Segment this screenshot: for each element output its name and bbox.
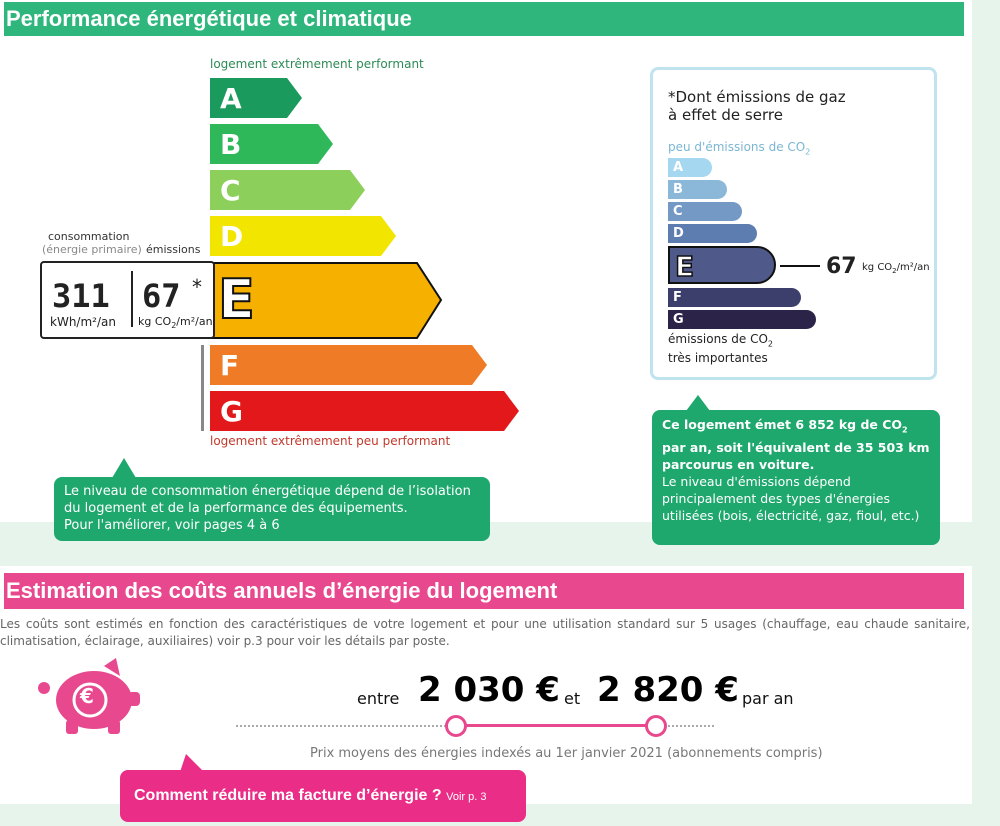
costs-min-value: 2 030 €: [418, 670, 560, 710]
ghg-bar-d: D: [668, 224, 757, 243]
reduce-bill-page-ref: Voir p. 3: [446, 791, 487, 803]
costs-and-label: et: [564, 689, 581, 708]
ghg-tip-pointer: [686, 395, 710, 411]
top-performance-label: logement extrêmement performant: [210, 57, 424, 71]
ghg-high-label: émissions de $CO_2$ très importantes: [668, 332, 773, 366]
tip-pointer: [112, 458, 136, 478]
ghg-tip-text: Le niveau d'émissions dépend principalement des types d'énergies utilisées (bois, électricité, gaz, fioul, etc.): [662, 473, 920, 523]
ghg-value: 67: [826, 254, 857, 279]
emissions-value: 67: [142, 277, 181, 315]
dpe-letter-e-current: E: [218, 268, 255, 331]
consumption-sub-label: (énergie primaire): [42, 243, 142, 256]
ghg-title: *Dont émissions de gaz à effet de serre: [668, 88, 846, 124]
energy-costs-header: Estimation des coûts annuels d’énergie du logement: [4, 573, 964, 609]
energy-tip-text: Le niveau de consommation énergétique dépend de l’isolation du logement et de la performance des équipements.: [64, 484, 471, 516]
costs-range-max-dot: [645, 715, 667, 737]
costs-range-segment: [456, 724, 656, 727]
costs-range-min-dot: [445, 715, 467, 737]
ghg-bar-f: F: [668, 288, 801, 307]
ghg-value-pointer: [780, 265, 820, 267]
emissions-unit: kg $CO_2/m^2/an$: [138, 315, 213, 331]
dpe-bar-g: [210, 391, 519, 431]
ghg-unit: kg $CO_2/m^2/an$: [862, 262, 930, 275]
emissions-star: *: [192, 275, 202, 299]
euro-symbol: €: [80, 684, 94, 708]
dpe-letter-d: D: [220, 220, 244, 253]
consumption-value: 311: [52, 277, 110, 315]
consumption-separator: [131, 271, 133, 327]
ghg-low-label: peu d'émissions de $CO_2$: [668, 140, 811, 157]
dpe-letter-b: B: [220, 128, 242, 161]
costs-description: Les coûts sont estimés en fonction des caractéristiques de votre logement et pour une utilisation standard sur 5 usages (chauffage, eau chaude sanitaire, climatisation, éclairage, auxiliaires) voir p.3 pour voir les détails par poste.: [0, 617, 970, 648]
dpe-letter-a: A: [220, 82, 242, 115]
ghg-tip-bold: Ce logement émet 6 852 kg de $CO_2$ par an, soit l'équivalent de 35 503 km parcourus en voiture.: [662, 417, 930, 472]
costs-per-year-label: par an: [742, 689, 794, 708]
energy-tip: [54, 477, 490, 541]
ghg-bar-a: A: [668, 158, 712, 177]
reduce-bill-link[interactable]: [120, 770, 526, 822]
costs-between-label: entre: [357, 689, 400, 708]
ghg-tip: [652, 410, 940, 545]
costs-max-value: 2 820 €: [597, 670, 739, 710]
consumption-unit: kWh/m²/an: [50, 315, 116, 329]
dpe-letter-c: C: [220, 174, 241, 207]
emissions-label: émissions: [146, 243, 201, 256]
ghg-bar-g: G: [668, 310, 816, 329]
dpe-bar-f: [210, 345, 487, 385]
dpe-letter-g: G: [220, 395, 243, 428]
consumption-label: consommation: [48, 230, 130, 243]
ghg-bar-c: C: [668, 202, 742, 221]
energy-performance-header: Performance énergétique et climatique: [4, 2, 964, 36]
ghg-bar-b: B: [668, 180, 727, 199]
scale-indicator-line: [201, 345, 204, 431]
bottom-performance-label: logement extrêmement peu performant: [210, 434, 451, 448]
reduce-bill-label: Comment réduire ma facture d’énergie ?: [134, 787, 442, 804]
dpe-letter-f: F: [220, 349, 240, 382]
ghg-bar-e-current: E: [668, 246, 776, 284]
energy-tip-link[interactable]: Pour l'améliorer, voir pages 4 à 6: [64, 518, 280, 533]
price-note: Prix moyens des énergies indexés au 1er janvier 2021 (abonnements compris): [310, 746, 823, 761]
consumption-box: [40, 261, 215, 339]
